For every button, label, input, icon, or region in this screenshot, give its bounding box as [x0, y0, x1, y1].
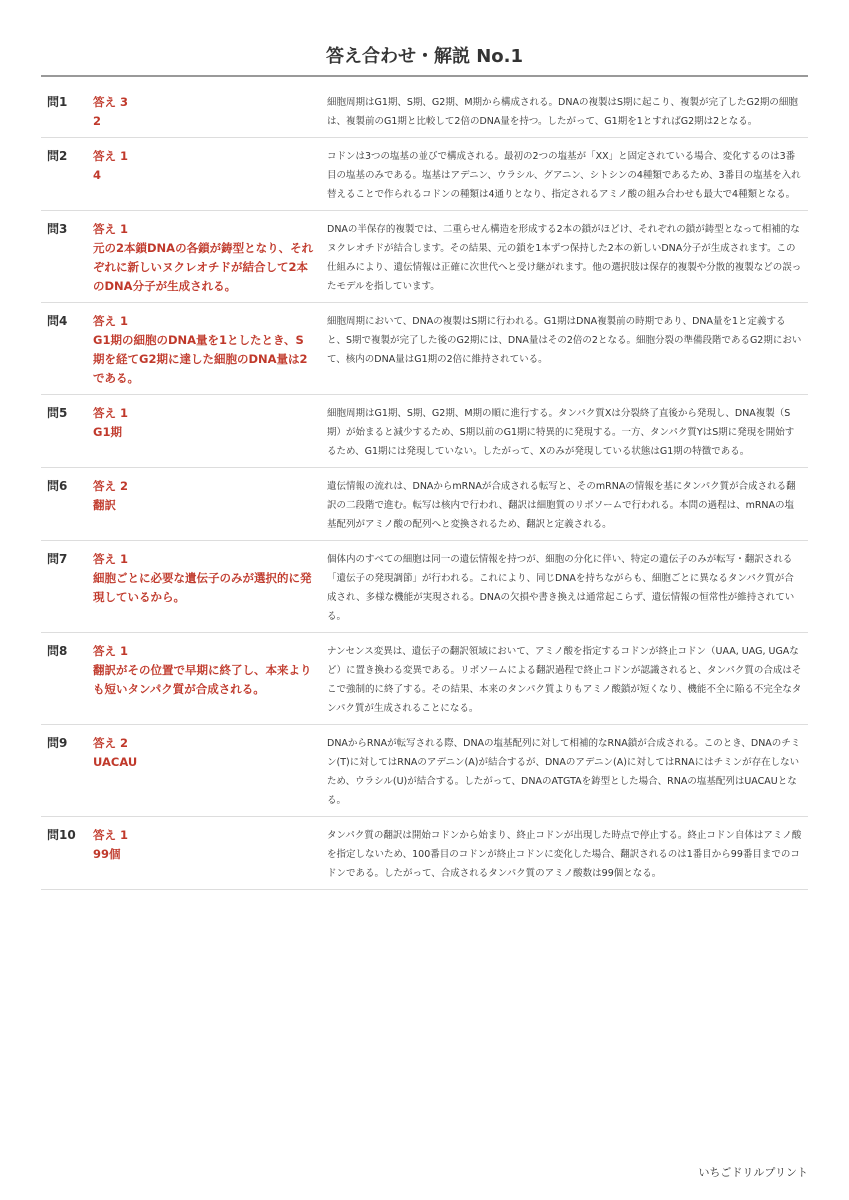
explanation-text: 細胞周期はG1期、S期、G2期、M期から構成される。DNAの複製はS期に起こり、複製が完了したG2期の細胞は、複製前のG1期と比較して2倍のDNA量を持つ。したがって、G1期を1とすればG2期は2となる。: [327, 97, 798, 127]
answer-row-2: [41, 138, 808, 211]
answer-label: 答え 2: [93, 479, 129, 493]
explanation-text: DNAからRNAが転写される際、DNAの塩基配列に対して相補的なRNA鎖が合成される。このとき、DNAのチミン(T)に対してはRNAのアデニン(A)が結合するが、DNAのアデニン(A)に対してはRNAにはチミンが存在しないため、ウラシル(U)が結合する。したがって、DNAのATGTAを鋳型とした場合、RNAの塩基配列はUACAUとなる。: [327, 738, 801, 806]
footer-brand: いちごドリルプリント: [698, 1166, 808, 1179]
explanation-text: 遺伝情報の流れは、DNAからmRNAが合成される転写と、そのmRNAの情報を基にタンパク質が合成される翻訳の二段階で進む。転写は核内で行われ、翻訳は細胞質のリボソームで行われる。本問の過程は、mRNAの塩基配列がアミノ酸の配列へと変換されるため、翻訳と定義される。: [327, 481, 796, 530]
answer-row-9: [41, 725, 808, 817]
answer-value: 翻訳: [93, 498, 116, 512]
explanation-text: ナンセンス変異は、遺伝子の翻訳領域において、アミノ酸を指定するコドンが終止コドン（UAA, UAG, UGAなど）に置き換わる変異である。リボソームによる翻訳過程で終止コドンが認識されると、タンパク質の合成はそこで強制的に終了する。その結果、本来のタンパク質よりもアミノ酸鎖が短くなり、機能不全に陥る不完全なタンパク質が生成されることになる。: [327, 646, 802, 714]
answer-label: 答え 1: [93, 222, 129, 236]
question-number: 問1: [47, 95, 68, 109]
question-number: 問4: [47, 314, 68, 328]
explanation-text: タンパク質の翻訳は開始コドンから始まり、終止コドンが出現した時点で停止する。終止コドン自体はアミノ酸を指定しないため、100番目のコドンが終止コドンに変化した場合、翻訳されるのは1番目から99番目までのコドンである。したがって、合成されるタンパク質のアミノ酸数は99個となる。: [327, 830, 802, 879]
answer-row-6: [41, 468, 808, 541]
answer-value: 細胞ごとに必要な遺伝子のみが選択的に発現しているから。: [93, 571, 312, 604]
title-divider: [41, 75, 808, 77]
answer-value: 元の2本鎖DNAの各鎖が鋳型となり、それぞれに新しいヌクレオチドが結合して2本のDNA分子が生成される。: [93, 241, 314, 293]
question-number: 問2: [47, 149, 68, 163]
answer-cell: [93, 477, 315, 534]
answer-cell: [93, 220, 315, 296]
question-number: 問10: [47, 828, 76, 842]
answer-list: [41, 84, 808, 890]
explanation-text: DNAの半保存的複製では、二重らせん構造を形成する2本の鎖がほどけ、それぞれの鎖が鋳型となって相補的なヌクレオチドが結合します。その結果、元の鎖を1本ずつ保持した2本の新しいDNA分子が生成されます。この仕組みにより、遺伝情報は正確に次世代へと受け継がれます。他の選択肢は保存的複製や分散的複製などの誤ったモデルを指しています。: [327, 224, 802, 292]
answer-label: 答え 1: [93, 149, 129, 163]
answer-row-5: [41, 395, 808, 468]
answer-label: 答え 2: [93, 736, 129, 750]
explanation-text: 個体内のすべての細胞は同一の遺伝情報を持つが、細胞の分化に伴い、特定の遺伝子のみが転写・翻訳される「遺伝子の発現調節」が行われる。これにより、同じDNAを持ちながらも、細胞ごとに異なるタンパク質が合成され、多様な機能が実現される。DNAの欠損や書き換えは通常起こらず、遺伝情報の恒常性が維持されている。: [327, 554, 795, 622]
answer-value: G1期: [93, 425, 122, 439]
answer-label: 答え 1: [93, 314, 129, 328]
answer-row-1: [41, 84, 808, 138]
answer-label: 答え 1: [93, 644, 129, 658]
answer-cell: [93, 734, 315, 810]
page-title: 答え合わせ・解説 No.1: [325, 46, 524, 67]
answer-cell: [93, 312, 315, 388]
answer-value: 2: [93, 114, 102, 128]
answer-label: 答え 1: [93, 552, 129, 566]
answer-row-8: [41, 633, 808, 725]
answer-cell: [93, 147, 315, 204]
answer-value: 翻訳がその位置で早期に終了し、本来よりも短いタンパク質が合成される。: [93, 663, 312, 696]
question-number: 問3: [47, 222, 68, 236]
question-number: 問5: [47, 406, 68, 420]
answer-value: 4: [93, 168, 102, 182]
answer-value: UACAU: [93, 755, 138, 769]
answer-cell: [93, 93, 315, 131]
answer-value: 99個: [93, 847, 121, 861]
answer-cell: [93, 642, 315, 718]
answer-row-4: [41, 303, 808, 395]
answer-label: 答え 1: [93, 828, 129, 842]
question-number: 問7: [47, 552, 68, 566]
answer-row-7: [41, 541, 808, 633]
question-number: 問9: [47, 736, 68, 750]
answer-value: G1期の細胞のDNA量を1としたとき、S期を経てG2期に達した細胞のDNA量は2である。: [93, 333, 308, 385]
answer-cell: [93, 404, 315, 461]
answer-row-10: [41, 817, 808, 890]
explanation-text: 細胞周期において、DNAの複製はS期に行われる。G1期はDNA複製前の時期であり、DNA量を1と定義すると、S期で複製が完了した後のG2期には、DNA量はその2倍の2となる。細胞分裂の準備段階であるG2期において、核内のDNA量はG1期の2倍に維持されている。: [327, 316, 802, 365]
answer-cell: [93, 550, 315, 626]
question-number: 問8: [47, 644, 68, 658]
explanation-text: コドンは3つの塩基の並びで構成される。最初の2つの塩基が「XX」と固定されている場合、変化するのは3番目の塩基のみである。塩基はアデニン、ウラシル、グアニン、シトシンの4種類であるため、3番目の塩基を入れ替えることで作られるコドンの種類は4通りとなり、指定されるアミノ酸の組み合わせも最大で4種類となる。: [327, 151, 801, 200]
answer-label: 答え 3: [93, 95, 129, 109]
answer-row-3: [41, 211, 808, 303]
question-number: 問6: [47, 479, 68, 493]
answer-label: 答え 1: [93, 406, 129, 420]
explanation-text: 細胞周期はG1期、S期、G2期、M期の順に進行する。タンパク質Xは分裂終了直後から発現し、DNA複製（S期）が始まると減少するため、S期以前のG1期に特異的に発現する。一方、タンパク質YはS期に発現を開始するため、G1期には発現していない。したがって、Xのみが発現している状態はG1期の特徴である。: [327, 408, 795, 457]
answer-cell: [93, 826, 315, 883]
